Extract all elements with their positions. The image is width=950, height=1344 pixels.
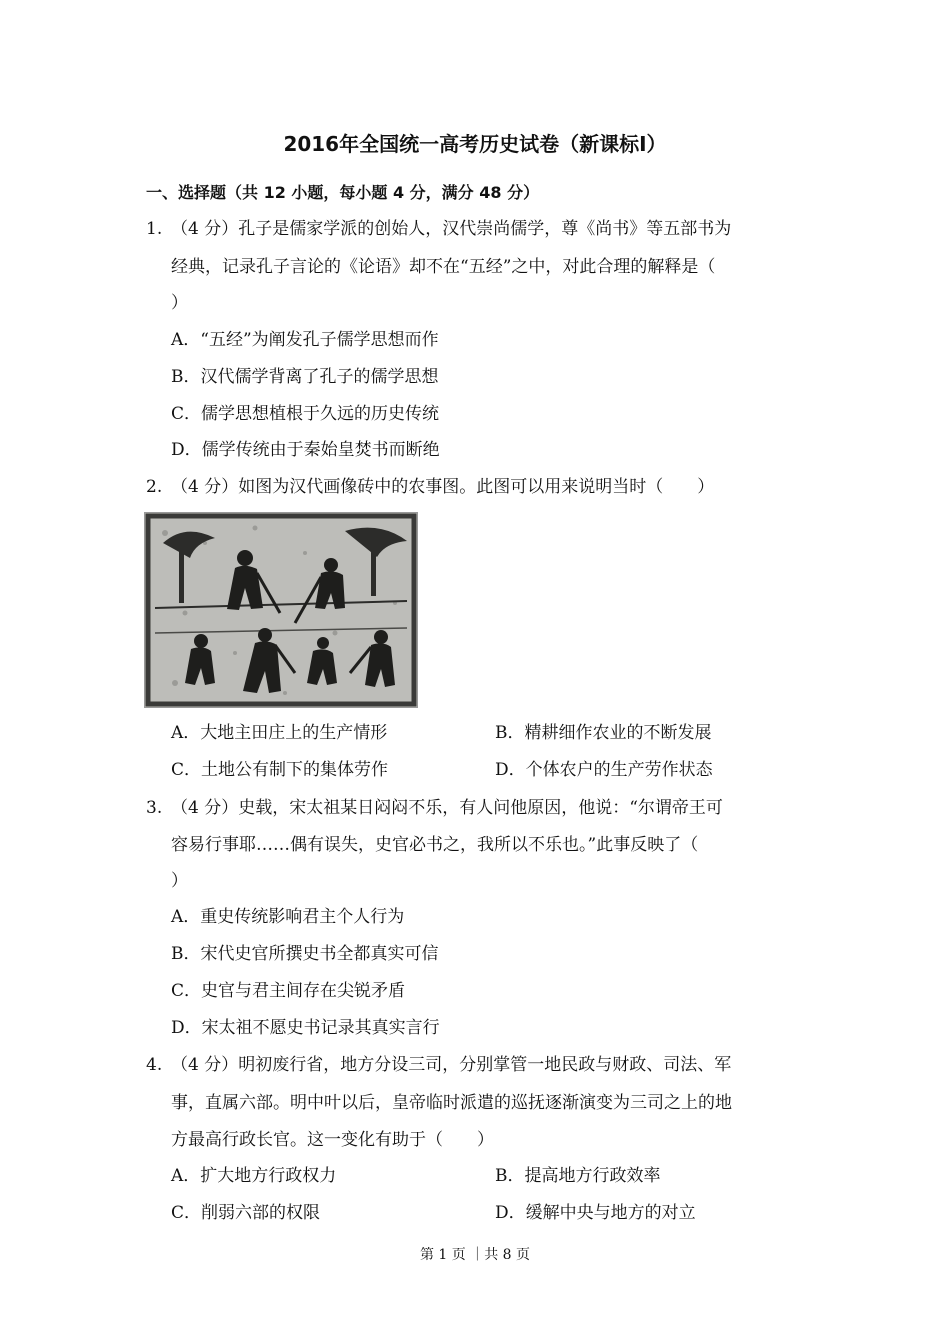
question-4-line-2: 事，直属六部。明中叶以后，皇帝临时派遣的巡抚逐渐演变为三司之上的地 [171, 1093, 732, 1113]
question-4-line-3: 方最高行政长官。这一变化有助于（ ） [171, 1130, 494, 1150]
question-1-number: 1. [146, 219, 163, 239]
question-2-option-c: C．土地公有制下的集体劳作 [171, 760, 389, 780]
question-1-option-b: B．汉代儒学背离了孔子的儒学思想 [171, 367, 439, 387]
question-4-option-b: B．提高地方行政效率 [495, 1166, 661, 1186]
page-footer: 第 1 页 ｜共 8 页 [419, 1247, 531, 1263]
section-heading: 一、选择题（共 12 小题，每小题 4 分，满分 48 分） [146, 183, 540, 202]
question-4-number: 4. [146, 1055, 163, 1075]
question-1-line-3: ） [171, 293, 188, 313]
question-2-option-a: A．大地主田庄上的生产情形 [171, 723, 388, 743]
question-3-option-a: A．重史传统影响君主个人行为 [171, 907, 405, 927]
han-brick-farming-scene-icon [145, 513, 417, 707]
question-2-line-1: （4 分）如图为汉代画像砖中的农事图。此图可以用来说明当时（ ） [171, 477, 715, 497]
question-4-option-d: D．缓解中央与地方的对立 [495, 1203, 696, 1223]
question-1-line-2: 经典，记录孔子言论的《论语》却不在“五经”之中，对此合理的解释是（ [171, 257, 716, 277]
question-3-line-2: 容易行事耶……偶有误失，史官必书之，我所以不乐也。”此事反映了（ [171, 835, 699, 855]
question-3-option-d: D．宋太祖不愿史书记录其真实言行 [171, 1018, 440, 1038]
question-4-line-1: （4 分）明初废行省，地方分设三司，分别掌管一地民政与财政、司法、军 [171, 1055, 732, 1075]
question-3-option-c: C．史官与君主间存在尖锐矛盾 [171, 981, 406, 1001]
han-brick-farming-figure [144, 512, 418, 708]
question-4-option-a: A．扩大地方行政权力 [171, 1166, 337, 1186]
question-2-option-d: D．个体农户的生产劳作状态 [495, 760, 713, 780]
question-1-option-c: C．儒学思想植根于久远的历史传统 [171, 404, 440, 424]
question-3-line-3: ） [171, 871, 188, 891]
question-4-option-c: C．削弱六部的权限 [171, 1203, 321, 1223]
question-3-option-b: B．宋代史官所撰史书全都真实可信 [171, 944, 439, 964]
question-3-number: 3. [146, 798, 163, 818]
question-1-line-1: （4 分）孔子是儒家学派的创始人，汉代崇尚儒学，尊《尚书》等五部书为 [171, 219, 732, 239]
page-title: 2016年全国统一高考历史试卷（新课标Ⅰ） [283, 132, 667, 156]
question-2-number: 2. [146, 477, 163, 497]
question-2-option-b: B．精耕细作农业的不断发展 [495, 723, 712, 743]
question-1-option-a: A．“五经”为阐发孔子儒学思想而作 [171, 330, 439, 350]
question-3-line-1: （4 分）史载，宋太祖某日闷闷不乐，有人问他原因，他说：“尔谓帝王可 [171, 798, 723, 818]
question-1-option-d: D．儒学传统由于秦始皇焚书而断绝 [171, 440, 440, 460]
